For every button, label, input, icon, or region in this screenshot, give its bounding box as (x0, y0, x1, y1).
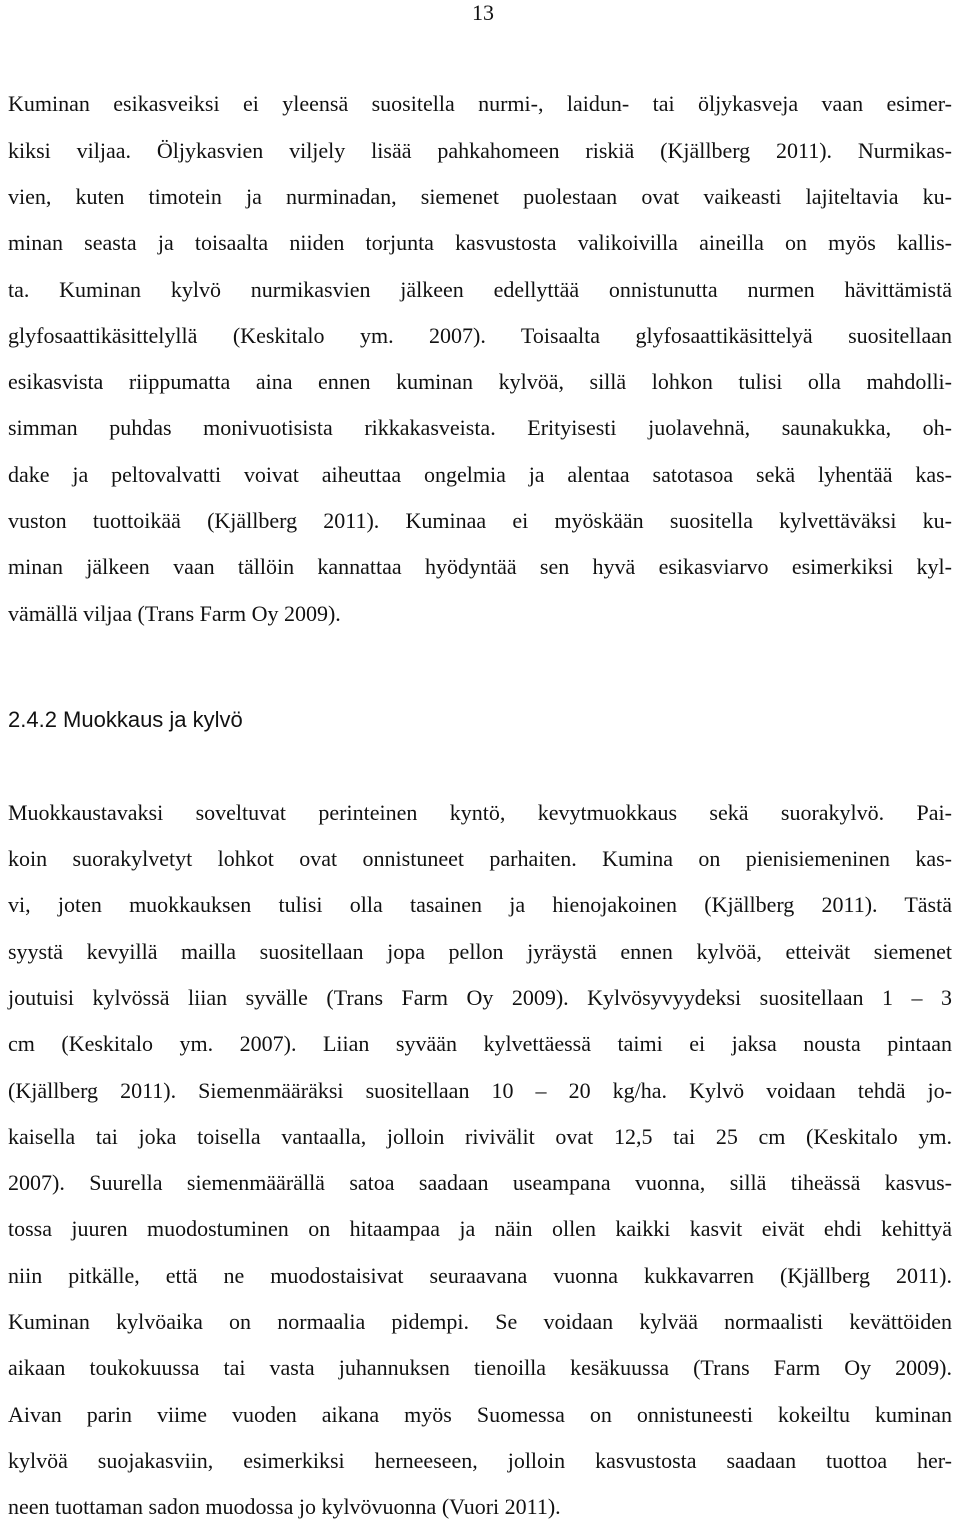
text-line: vien, kuten timotein ja nurminadan, siemenet puolestaan ovat vaikeasti lajiteltavia ku- (8, 184, 952, 209)
section-heading: 2.4.2 Muokkaus ja kylvö (8, 707, 243, 732)
text-line: kaisella tai joka toisella vantaalla, jolloin rivivälit ovat 12,5 tai 25 cm (Keskitalo ym. (8, 1124, 952, 1149)
text-line: niin pitkälle, että ne muodostaisivat seuraavana vuonna kukkavarren (Kjällberg 2011). (8, 1263, 952, 1288)
text-line: kiksi viljaa. Öljykasvien viljely lisää pahkahomeen riskiä (Kjällberg 2011). Nurmikas- (8, 138, 952, 163)
text-line: tossa juuren muodostuminen on hitaampaa ja näin ollen kaikki kasvit eivät ehdi kehittyä (8, 1216, 952, 1241)
text-line: esikasvista riippumatta aina ennen kuminan kylvöä, sillä lohkon tulisi olla mahdolli- (8, 369, 952, 394)
text-line: minan jälkeen vaan tällöin kannattaa hyödyntää sen hyvä esikasviarvo esimerkiksi kyl- (8, 554, 952, 579)
text-line: 2007). Suurella siemenmäärällä satoa saadaan useampana vuonna, sillä tiheässä kasvus- (8, 1170, 952, 1195)
text-line: Muokkaustavaksi soveltuvat perinteinen kyntö, kevytmuokkaus sekä suorakylvö. Pai- (8, 800, 952, 825)
text-line: kylvöä suojakasviin, esimerkiksi herneeseen, jolloin kasvustosta saadaan tuottoa her- (8, 1448, 952, 1473)
text-line: aikaan toukokuussa tai vasta juhannuksen tienoilla kesäkuussa (Trans Farm Oy 2009). (8, 1355, 952, 1380)
text-line: vi, joten muokkauksen tulisi olla tasainen ja hienojakoinen (Kjällberg 2011). Tästä (8, 892, 952, 917)
text-line: Aivan parin viime vuoden aikana myös Suomessa on onnistuneesti kokeiltu kuminan (8, 1402, 952, 1427)
text-line: vämällä viljaa (Trans Farm Oy 2009). (8, 601, 341, 626)
text-line: vuston tuottoikää (Kjällberg 2011). Kuminaa ei myöskään suositella kylvettäväksi ku- (8, 508, 952, 533)
text-line: koin suorakylvetyt lohkot ovat onnistuneet parhaiten. Kumina on pienisiemeninen kas- (8, 846, 952, 871)
text-line: glyfosaattikäsittelyllä (Keskitalo ym. 2007). Toisaalta glyfosaattikäsittelyä suositellaan (8, 323, 952, 348)
text-line: ta. Kuminan kylvö nurmikasvien jälkeen edellyttää onnistunutta nurmen hävittämistä (8, 277, 952, 302)
text-line: Kuminan esikasveiksi ei yleensä suositella nurmi-, laidun- tai öljykasveja vaan esimer- (8, 91, 952, 116)
text-line: Kuminan kylvöaika on normaalia pidempi. Se voidaan kylvää normaalisti kevättöiden (8, 1309, 952, 1334)
text-line: syystä kevyillä mailla suositellaan jopa pellon jyräystä ennen kylvöä, etteivät siemenet (8, 939, 952, 964)
text-line: minan seasta ja toisaalta niiden torjunta kasvustosta valikoivilla aineilla on myös kallis- (8, 230, 952, 255)
page-number: 13 (472, 0, 494, 25)
text-line: simman puhdas monivuotisista rikkakasveista. Erityisesti juolavehnä, saunakukka, oh- (8, 415, 952, 440)
text-line: neen tuottaman sadon muodossa jo kylvövuonna (Vuori 2011). (8, 1494, 561, 1519)
text-line: joutuisi kylvössä liian syvälle (Trans Farm Oy 2009). Kylvösyvyydeksi suositellaan 1 – 3 (8, 985, 952, 1010)
text-line: cm (Keskitalo ym. 2007). Liian syvään kylvettäessä taimi ei jaksa nousta pintaan (8, 1031, 952, 1056)
text-line: dake ja peltovalvatti voivat aiheuttaa ongelmia ja alentaa satotasoa sekä lyhentää kas- (8, 462, 952, 487)
text-line: (Kjällberg 2011). Siemenmääräksi suositellaan 10 – 20 kg/ha. Kylvö voidaan tehdä jo- (8, 1078, 952, 1103)
